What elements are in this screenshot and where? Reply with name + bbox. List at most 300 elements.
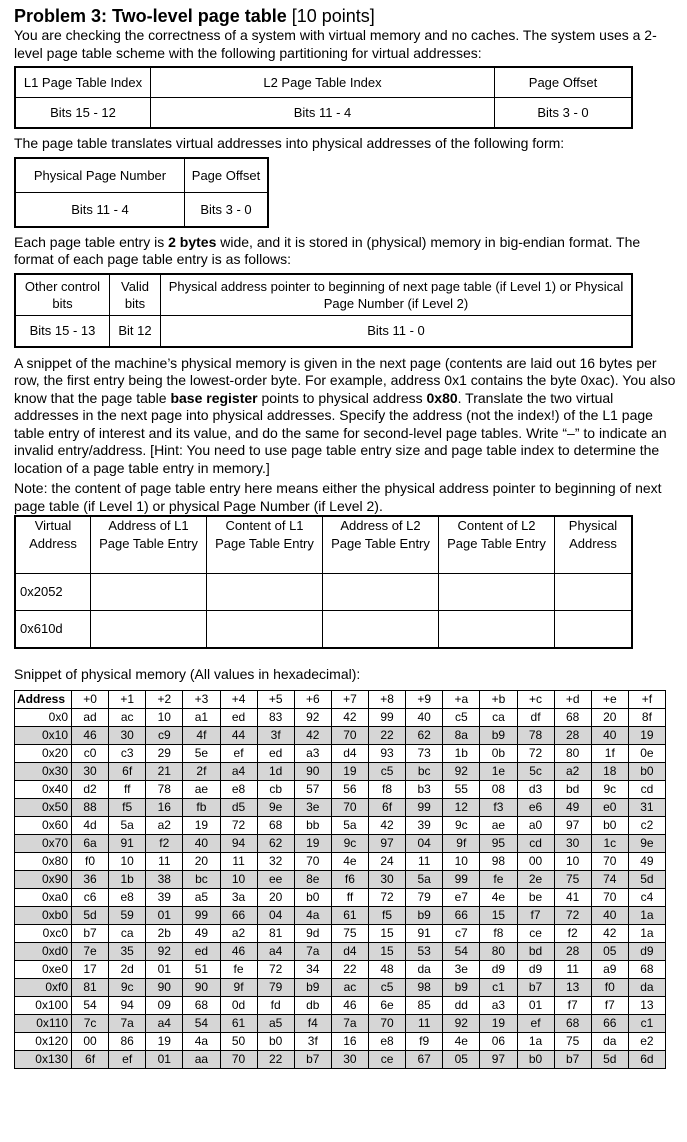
memory-byte: 04 [406,834,443,852]
memory-byte: 98 [406,978,443,996]
memory-byte: 55 [443,780,480,798]
memory-byte: 5a [109,816,146,834]
memory-byte: 92 [294,708,331,726]
memory-byte: 80 [554,744,591,762]
memory-byte: b7 [72,924,109,942]
snippet-para-bold2: 0x80 [426,389,458,406]
memory-byte: 93 [369,744,406,762]
memory-byte: 39 [146,888,183,906]
memory-byte: d9 [628,942,665,960]
memory-byte: 20 [591,708,628,726]
memory-row-address: 0x80 [15,852,72,870]
memory-byte: 83 [257,708,294,726]
memory-byte: a4 [257,942,294,960]
pte-bits-pointer: Bits 11 - 0 [161,315,633,347]
memory-header-offset: +8 [369,690,406,708]
memory-byte: 44 [220,726,257,744]
memory-byte: d9 [480,960,517,978]
answer-header-l1-content: Content of L1 Page Table Entry [207,516,323,574]
memory-byte: 57 [294,780,331,798]
memory-byte: 5a [331,816,368,834]
memory-row [15,978,666,996]
memory-byte: 9c [331,834,368,852]
memory-row-address: 0x100 [15,996,72,1014]
memory-byte: 62 [406,726,443,744]
memory-byte: 22 [257,1050,294,1068]
memory-header-offset: +a [443,690,480,708]
memory-byte: b0 [628,762,665,780]
memory-byte: a3 [480,996,517,1014]
memory-row-address: 0x110 [15,1014,72,1032]
memory-byte: f6 [331,870,368,888]
memory-byte: 8f [628,708,665,726]
memory-byte: b9 [443,978,480,996]
memory-byte: 11 [406,852,443,870]
answer-va-2: 0x610d [15,611,91,649]
va-header-offset: Page Offset [495,67,633,98]
memory-byte: a0 [517,816,554,834]
memory-byte: 46 [72,726,109,744]
memory-byte: 20 [183,852,220,870]
memory-row-address: 0xe0 [15,960,72,978]
memory-byte: c1 [628,1014,665,1032]
memory-byte: 1b [443,744,480,762]
memory-byte: 42 [591,924,628,942]
memory-header-offset: +d [554,690,591,708]
memory-byte: 92 [443,1014,480,1032]
memory-byte: ce [517,924,554,942]
memory-byte: da [406,960,443,978]
memory-byte: 98 [480,852,517,870]
memory-byte: 1c [591,834,628,852]
memory-byte: 8a [443,726,480,744]
memory-byte: 05 [443,1050,480,1068]
memory-byte: 6e [369,996,406,1014]
problem-title [14,6,679,27]
memory-byte: 42 [294,726,331,744]
memory-byte: 7e [72,942,109,960]
memory-byte: bd [517,942,554,960]
va-bits-l2: Bits 11 - 4 [151,98,495,129]
memory-row [15,798,666,816]
memory-byte: 54 [443,942,480,960]
memory-byte: 10 [146,708,183,726]
snippet-title: Snippet of physical memory (All values in hexadecimal): [14,666,361,682]
memory-byte: b3 [406,780,443,798]
memory-byte: 67 [406,1050,443,1068]
memory-byte: 1a [628,924,665,942]
memory-byte: 30 [369,870,406,888]
memory-row [15,762,666,780]
memory-row-address: 0xc0 [15,924,72,942]
memory-byte: 1f [591,744,628,762]
memory-byte: 90 [294,762,331,780]
memory-byte: 94 [220,834,257,852]
snippet-para-bold1: base register [170,389,258,406]
answer-cell[interactable] [207,574,323,611]
memory-byte: 7a [331,1014,368,1032]
answer-cell[interactable] [439,611,555,649]
memory-byte: b9 [480,726,517,744]
memory-byte: 53 [406,942,443,960]
memory-byte: 30 [554,834,591,852]
memory-byte: 68 [628,960,665,978]
memory-byte: 72 [257,960,294,978]
memory-row-address: 0x30 [15,762,72,780]
memory-row-address: 0x60 [15,816,72,834]
memory-row-address: 0x50 [15,798,72,816]
pte-bits-control: Bits 15 - 13 [15,315,110,347]
memory-byte: ed [183,942,220,960]
memory-byte: 19 [294,834,331,852]
memory-byte: 5d [591,1050,628,1068]
memory-byte: a2 [146,816,183,834]
memory-byte: 22 [331,960,368,978]
memory-byte: 4e [331,852,368,870]
memory-byte: ac [331,978,368,996]
pte-intro-text [14,234,679,269]
pte-header-control: Other control bits [15,274,110,316]
memory-byte: ed [220,708,257,726]
memory-byte: 12 [443,798,480,816]
memory-byte: 72 [220,816,257,834]
memory-byte: 92 [443,762,480,780]
memory-byte: 08 [480,780,517,798]
memory-byte: 94 [109,996,146,1014]
memory-byte: 56 [331,780,368,798]
memory-byte: 17 [72,960,109,978]
memory-byte: 6f [109,762,146,780]
memory-byte: c2 [628,816,665,834]
memory-row-address: 0x0 [15,708,72,726]
memory-byte: 97 [480,1050,517,1068]
memory-header-address: Address [15,690,72,708]
memory-byte: 3e [443,960,480,978]
memory-byte: 9c [591,780,628,798]
memory-byte: 30 [72,762,109,780]
memory-byte: c9 [146,726,183,744]
answer-cell[interactable] [207,611,323,649]
memory-byte: 48 [369,960,406,978]
memory-byte: 54 [72,996,109,1014]
memory-byte: 09 [146,996,183,1014]
memory-row-address: 0x20 [15,744,72,762]
memory-row-address: 0x70 [15,834,72,852]
memory-byte: dd [443,996,480,1014]
memory-byte: 66 [443,906,480,924]
memory-byte: 68 [554,1014,591,1032]
memory-byte: d4 [331,744,368,762]
memory-byte: c6 [72,888,109,906]
answer-cell[interactable] [555,611,633,649]
memory-header-offset: +2 [146,690,183,708]
memory-byte: 88 [72,798,109,816]
memory-byte: cb [257,780,294,798]
memory-byte: 75 [331,924,368,942]
memory-byte: b7 [554,1050,591,1068]
memory-byte: c0 [72,744,109,762]
memory-byte: a9 [591,960,628,978]
va-header-l1: L1 Page Table Index [15,67,151,98]
memory-byte: d5 [220,798,257,816]
memory-byte: f5 [369,906,406,924]
memory-byte: 15 [480,906,517,924]
memory-byte: b0 [591,816,628,834]
memory-byte: 51 [183,960,220,978]
memory-byte: b0 [517,1050,554,1068]
memory-row [15,726,666,744]
pa-header-offset: Page Offset [185,158,269,193]
memory-byte: 6a [72,834,109,852]
memory-header-offset: +c [517,690,554,708]
memory-byte: 30 [331,1050,368,1068]
memory-byte: 78 [146,780,183,798]
memory-byte: d2 [72,780,109,798]
memory-byte: 72 [554,906,591,924]
memory-byte: fe [220,960,257,978]
memory-byte: f5 [109,798,146,816]
answer-cell[interactable] [91,611,207,649]
memory-byte: 19 [183,816,220,834]
memory-byte: 38 [146,870,183,888]
memory-byte: 9f [220,978,257,996]
memory-byte: 6f [369,798,406,816]
memory-byte: c5 [369,762,406,780]
memory-byte: df [517,708,554,726]
memory-byte: 5c [517,762,554,780]
memory-byte: 70 [331,726,368,744]
memory-byte: 31 [628,798,665,816]
memory-header-offset: +e [591,690,628,708]
memory-byte: e8 [109,888,146,906]
memory-byte: 05 [591,942,628,960]
memory-byte: ac [109,708,146,726]
memory-byte: f4 [294,1014,331,1032]
memory-byte: e8 [369,1032,406,1050]
memory-byte: fd [257,996,294,1014]
memory-byte: ef [517,1014,554,1032]
memory-row-address: 0x10 [15,726,72,744]
memory-byte: 36 [72,870,109,888]
memory-byte: d3 [517,780,554,798]
memory-byte: 06 [480,1032,517,1050]
memory-header-offset: +1 [109,690,146,708]
pa-bits-offset: Bits 3 - 0 [185,192,269,227]
memory-byte: 8e [294,870,331,888]
answer-cell[interactable] [323,611,439,649]
memory-byte: da [591,1032,628,1050]
memory-byte: 6d [628,1050,665,1068]
memory-byte: b7 [294,1050,331,1068]
answer-va-1: 0x2052 [15,574,91,611]
memory-byte: c3 [109,744,146,762]
memory-byte: 10 [443,852,480,870]
memory-byte: f9 [406,1032,443,1050]
memory-byte: 50 [220,1032,257,1050]
memory-byte: 72 [517,744,554,762]
memory-header-offset: +4 [220,690,257,708]
memory-byte: d4 [331,942,368,960]
memory-byte: 40 [591,726,628,744]
memory-byte: 9e [257,798,294,816]
pa-intro-text: The page table translates virtual addresses into physical addresses of the following form: [14,135,565,151]
memory-byte: 9f [443,834,480,852]
memory-byte: cd [517,834,554,852]
memory-byte: a2 [554,762,591,780]
memory-byte: 15 [369,924,406,942]
memory-byte: c1 [480,978,517,996]
memory-byte: 35 [109,942,146,960]
memory-row-address: 0xd0 [15,942,72,960]
memory-byte: b7 [517,978,554,996]
memory-byte: a4 [220,762,257,780]
answer-row [15,574,632,611]
memory-byte: 68 [183,996,220,1014]
memory-byte: 40 [183,834,220,852]
memory-byte: ff [331,888,368,906]
memory-byte: 9d [294,924,331,942]
pte-intro-c: wide, and it is stored in (physical) memory in big-endian format. The format of each page table entry is as follows: [14,233,641,267]
memory-byte: 90 [146,978,183,996]
memory-byte: 1d [257,762,294,780]
memory-byte: 19 [331,762,368,780]
memory-byte: 73 [406,744,443,762]
memory-byte: 6f [72,1050,109,1068]
memory-byte: 32 [257,852,294,870]
memory-byte: 28 [554,942,591,960]
memory-row-address: 0xf0 [15,978,72,996]
memory-row-address: 0x90 [15,870,72,888]
memory-byte: 66 [591,1014,628,1032]
memory-byte: 4e [443,1032,480,1050]
answer-cell[interactable] [555,574,633,611]
memory-byte: 86 [109,1032,146,1050]
answer-cell[interactable] [91,574,207,611]
memory-row-address: 0x130 [15,1050,72,1068]
memory-byte: 00 [72,1032,109,1050]
memory-byte: 4a [183,1032,220,1050]
memory-byte: 7a [109,1014,146,1032]
memory-row [15,870,666,888]
memory-byte: 9c [109,978,146,996]
memory-byte: 91 [406,924,443,942]
answer-header-pa: Physical Address [555,516,633,574]
memory-byte: ef [109,1050,146,1068]
memory-byte: 61 [220,1014,257,1032]
memory-byte: 01 [146,1050,183,1068]
answer-header-l1-addr: Address of L1 Page Table Entry [91,516,207,574]
memory-byte: ae [480,816,517,834]
memory-table [14,690,666,1069]
memory-byte: 70 [591,852,628,870]
memory-byte: 95 [480,834,517,852]
memory-byte: a5 [183,888,220,906]
memory-byte: a5 [257,1014,294,1032]
memory-byte: 1b [109,870,146,888]
memory-header-offset: +6 [294,690,331,708]
memory-byte: ae [183,780,220,798]
memory-byte: 1a [628,906,665,924]
memory-byte: f7 [554,996,591,1014]
memory-byte: 91 [109,834,146,852]
answer-cell[interactable] [439,574,555,611]
memory-byte: bc [183,870,220,888]
memory-row [15,906,666,924]
memory-byte: ca [109,924,146,942]
snippet-paragraph [14,355,679,478]
memory-byte: c5 [443,708,480,726]
memory-byte: 70 [591,888,628,906]
va-bits-l1: Bits 15 - 12 [15,98,151,129]
memory-byte: db [294,996,331,1014]
memory-byte: 19 [480,1014,517,1032]
memory-byte: 11 [406,1014,443,1032]
memory-byte: 49 [554,798,591,816]
memory-byte: 3a [220,888,257,906]
memory-byte: e0 [591,798,628,816]
va-header-l2: L2 Page Table Index [151,67,495,98]
memory-byte: 70 [369,1014,406,1032]
memory-byte: 30 [109,726,146,744]
memory-row-address: 0x120 [15,1032,72,1050]
memory-byte: 28 [554,726,591,744]
memory-byte: 01 [146,960,183,978]
memory-byte: 13 [554,978,591,996]
snippet-para-e: . Translate the two virtual addresses in the next page into physical addresses. Specify the address (not the index!) of the L1 page table entry of interest and its value, and do the same for second-level page tables. Write “–” to indicate an invalid entry/address. [Hint: You need to use page table entry size and page table index to determine the location of a page table entry in memory.] [14,389,667,476]
memory-byte: 4e [480,888,517,906]
memory-byte: f8 [369,780,406,798]
pte-bits-valid: Bit 12 [110,315,161,347]
memory-byte: 75 [554,1032,591,1050]
memory-byte: 4d [72,816,109,834]
problem-number: Problem 3: Two-level page table [14,6,287,26]
memory-byte: 1e [480,762,517,780]
memory-byte: 34 [294,960,331,978]
memory-byte: c4 [628,888,665,906]
memory-byte: f2 [554,924,591,942]
memory-byte: 19 [628,726,665,744]
memory-byte: 40 [406,708,443,726]
memory-byte: ff [109,780,146,798]
memory-byte: 00 [517,852,554,870]
memory-byte: 97 [369,834,406,852]
memory-byte: bc [406,762,443,780]
memory-header-offset: +f [628,690,665,708]
memory-byte: f0 [591,978,628,996]
memory-byte: 61 [331,906,368,924]
memory-row [15,942,666,960]
memory-byte: 21 [146,762,183,780]
memory-byte: be [517,888,554,906]
memory-byte: 18 [591,762,628,780]
memory-byte: a3 [294,744,331,762]
memory-byte: b0 [294,888,331,906]
memory-byte: 99 [443,870,480,888]
memory-byte: 10 [554,852,591,870]
memory-byte: 10 [220,870,257,888]
memory-byte: 49 [628,852,665,870]
memory-byte: f3 [480,798,517,816]
memory-byte: 2f [183,762,220,780]
answer-cell[interactable] [323,574,439,611]
memory-byte: 39 [406,816,443,834]
memory-row [15,780,666,798]
pa-header-ppn: Physical Page Number [15,158,185,193]
va-bits-offset: Bits 3 - 0 [495,98,633,129]
memory-byte: 15 [369,942,406,960]
answer-header-l2-content: Content of L2 Page Table Entry [439,516,555,574]
memory-row-address: 0xa0 [15,888,72,906]
